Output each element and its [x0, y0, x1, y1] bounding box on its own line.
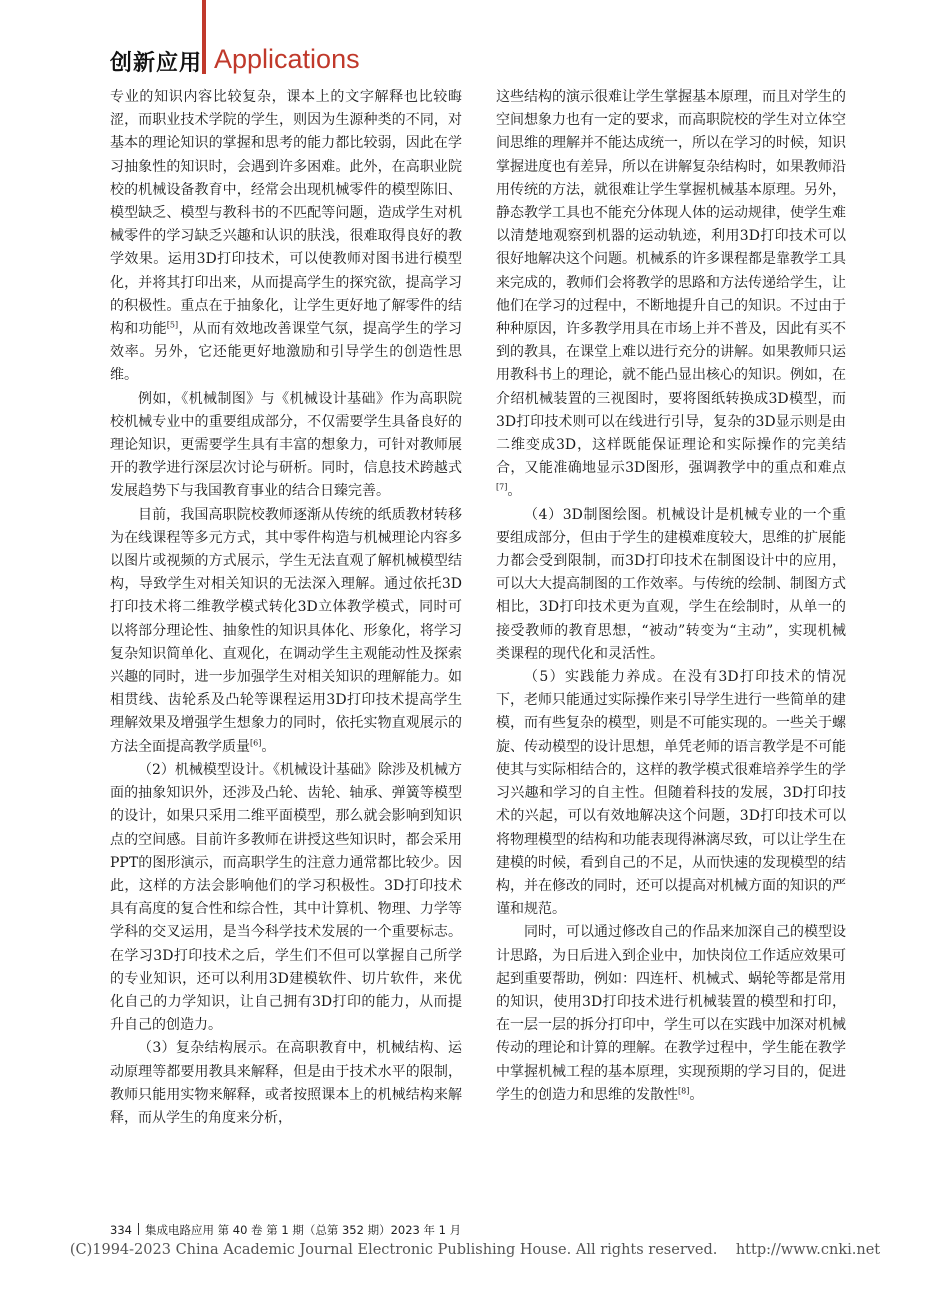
page-number: 334 — [110, 1223, 132, 1237]
footer-divider — [138, 1223, 139, 1235]
copyright-line: (C)1994-2023 China Academic Journal Electronic Publishing House. All rights reserved. http://www.cnki.net — [69, 1242, 881, 1258]
paragraph: （3）复杂结构展示。在高职教育中，机械结构、运动原理等都要用教具来解释，但是由于技术水平的限制，教师只能用实物来解释，或者按照课本上的机械结构来解释，而从学生的角度来分析， — [110, 1040, 462, 1126]
paragraph: （5）实践能力养成。在没有3D打印技术的情况下，老师只能通过实际操作来引导学生进行一些简单的建模，而有些复杂的模型，则是不可能实现的。一些关于螺旋、传动模型的设计思想，单凭老师的语言教学是不可能使其与实际相结合的，这样的教学模式很难培养学生的学习兴趣和学习的自主性。但随着科技的发展，3D打印技术的兴起，可以有效地解决这个问题，3D打印技术可以将物理模型的结构和功能表现得淋漓尽致，可以让学生在建模的时候，看到自己的不足，从而快速的发现模型的结构，并在修改的同时，还可以提高对机械方面的知识的严谨和规范。 — [496, 669, 846, 918]
citation-ref[interactable]: [5] — [166, 320, 179, 330]
paragraph: （2）机械模型设计。《机械设计基础》除涉及机械方面的抽象知识外，还涉及凸轮、齿轮、轴承、弹簧等模型的设计，如果只采用二维平面模型，那么就会影响到知识点的空间感。目前许多教师在讲授这些知识时，都会采用PPT的图形演示，而高职学生的注意力通常都比较少。因此，这样的方法会影响他们的学习积极性。3D打印技术具有高度的复合性和综合性，其中计算机、物理、力学等学科的交叉运用，是当今科学技术发展的一个重要标志。在学习3D打印技术之后，学生们不但可以掌握自己所学的专业知识，还可以利用3D建模软件、切片软件，来优化自己的力学知识，让自己拥有3D打印的能力，从而提升自己的创造力。 — [110, 761, 462, 1034]
page-footer — [110, 1222, 461, 1238]
section-title-cn: 创新应用 — [110, 51, 203, 76]
paragraph: 这些结构的演示很难让学生掌握基本原理，而且对学生的空间想象力也有一定的要求，而高职院校的学生对立体空间思维的理解并不能达成统一，所以在学习的时候，知识掌握进度也有差异，所以在讲解复杂结构时，如果教师沿用传统的方法，就很难让学生掌握机械基本原理。另外，静态教学工具也不能充分体现人体的运动规律，使学生难以清楚地观察到机器的运动轨迹，利用3D打印技术可以很好地解决这个问题。机械系的许多课程都是靠教学工具来完成的，教师们会将教学的思路和方法传递给学生，让他们在学习的过程中，不断地提升自己的知识。不过由于种种原因，许多教学用具在市场上并不普及，因此有买不到的教具，在课堂上难以进行充分的讲解。如果教师只运用教科书上的理论，就不能凸显出核心的知识。例如，在介绍机械装置的三视图时，要将图纸转换成3D模型，而3D打印技术则可以在线进行引导，复杂的3D显示则是由二维变成3D，这样既能保证理论和实际操作的完美结合，又能准确地显示3D图形，强调教学中的重点和难点[7]。 — [496, 89, 846, 500]
right-column — [496, 86, 846, 1107]
section-title-en: Applications — [214, 44, 360, 74]
paragraph: 例如，《机械制图》与《机械设计基础》作为高职院校机械专业中的重要组成部分，不仅需要学生具备良好的理论知识，更需要学生具有丰富的想象力，可针对教师展开的教学进行深层次讨论与研析。同时，信息技术跨越式发展趋势下与我国教育事业的结合日臻完善。 — [110, 390, 462, 500]
citation-ref[interactable]: [7] — [496, 482, 508, 492]
header-accent-bar — [202, 0, 206, 74]
paragraph: 专业的知识内容比较复杂，课本上的文字解释也比较晦涩，而职业技术学院的学生，则因为生源种类的不同，对基本的理论知识的掌握和思考的能力都比较弱，因此在学习抽象性的知识时，会遇到许多困难。此外，在高职业院校的机械设备教育中，经常会出现机械零件的模型陈旧、模型缺乏、模型与教科书的不匹配等问题，造成学生对机械零件的学习缺乏兴趣和认识的肤浅，很难取得良好的教学效果。运用3D打印技术，可以使教师对图书进行模型化，并将其打印出来，从而提高学生的探究欲，提高学习的积极性。重点在于抽象化，让学生更好地了解零件的结构和功能[5]，从而有效地改善课堂气氛，提高学生的学习效率。另外，它还能更好地激励和引导学生的创造性思维。 — [110, 89, 463, 384]
section-header — [110, 0, 510, 80]
journal-info: 集成电路应用 第 40 卷 第 1 期（总第 352 期）2023 年 1 月 — [144, 1223, 462, 1237]
left-column — [110, 86, 462, 1130]
paragraph: （4）3D制图绘图。机械设计是机械专业的一个重要组成部分，但由于学生的建模难度较大，思维的扩展能力都会受到限制，而3D打印技术在制图设计中的应用，可以大大提高制图的工作效率。与传统的绘制、制图方式相比，3D打印技术更为直观，学生在绘制时，从单一的接受教师的教育思想，“被动”转变为“主动”，实现机械类课程的现代化和灵活性。 — [496, 506, 846, 662]
citation-ref[interactable]: [6] — [250, 738, 262, 748]
citation-ref[interactable]: [8] — [678, 1086, 690, 1096]
paragraph: 目前，我国高职院校教师逐渐从传统的纸质教材转移为在线课程等多元方式，其中零件构造与机械理论内容多以图片或视频的方式展示，学生无法直观了解机械模型结构，导致学生对相关知识的无法深入理解。通过依托3D打印技术将二维教学模式转化3D立体教学模式，同时可以将部分理论性、抽象性的知识具体化、形象化，将学习复杂知识简单化、直观化，在调动学生主观能动性及探索兴趣的同时，进一步加强学生对相关知识的理解能力。如相贯线、齿轮系及凸轮等课程运用3D打印技术提高学生理解效果及增强学生想象力的同时，依托实物直观展示的方法全面提高教学质量[6]。 — [110, 506, 462, 755]
paragraph: 同时，可以通过修改自己的作品来加深自己的模型设计思路，为日后进入到企业中，加快岗位工作适应效果可起到重要帮助，例如：四连杆、机械式、蜗轮等都是常用的知识，使用3D打印技术进行机械装置的模型和打印，在一层一层的拆分打印中，学生可以在实践中加深对机械传动的理论和计算的理解。在教学过程中，学生能在教学中掌握机械工程的基本原理，实现预期的学习目的，促进学生的创造力和思维的发散性[8]。 — [496, 924, 846, 1103]
